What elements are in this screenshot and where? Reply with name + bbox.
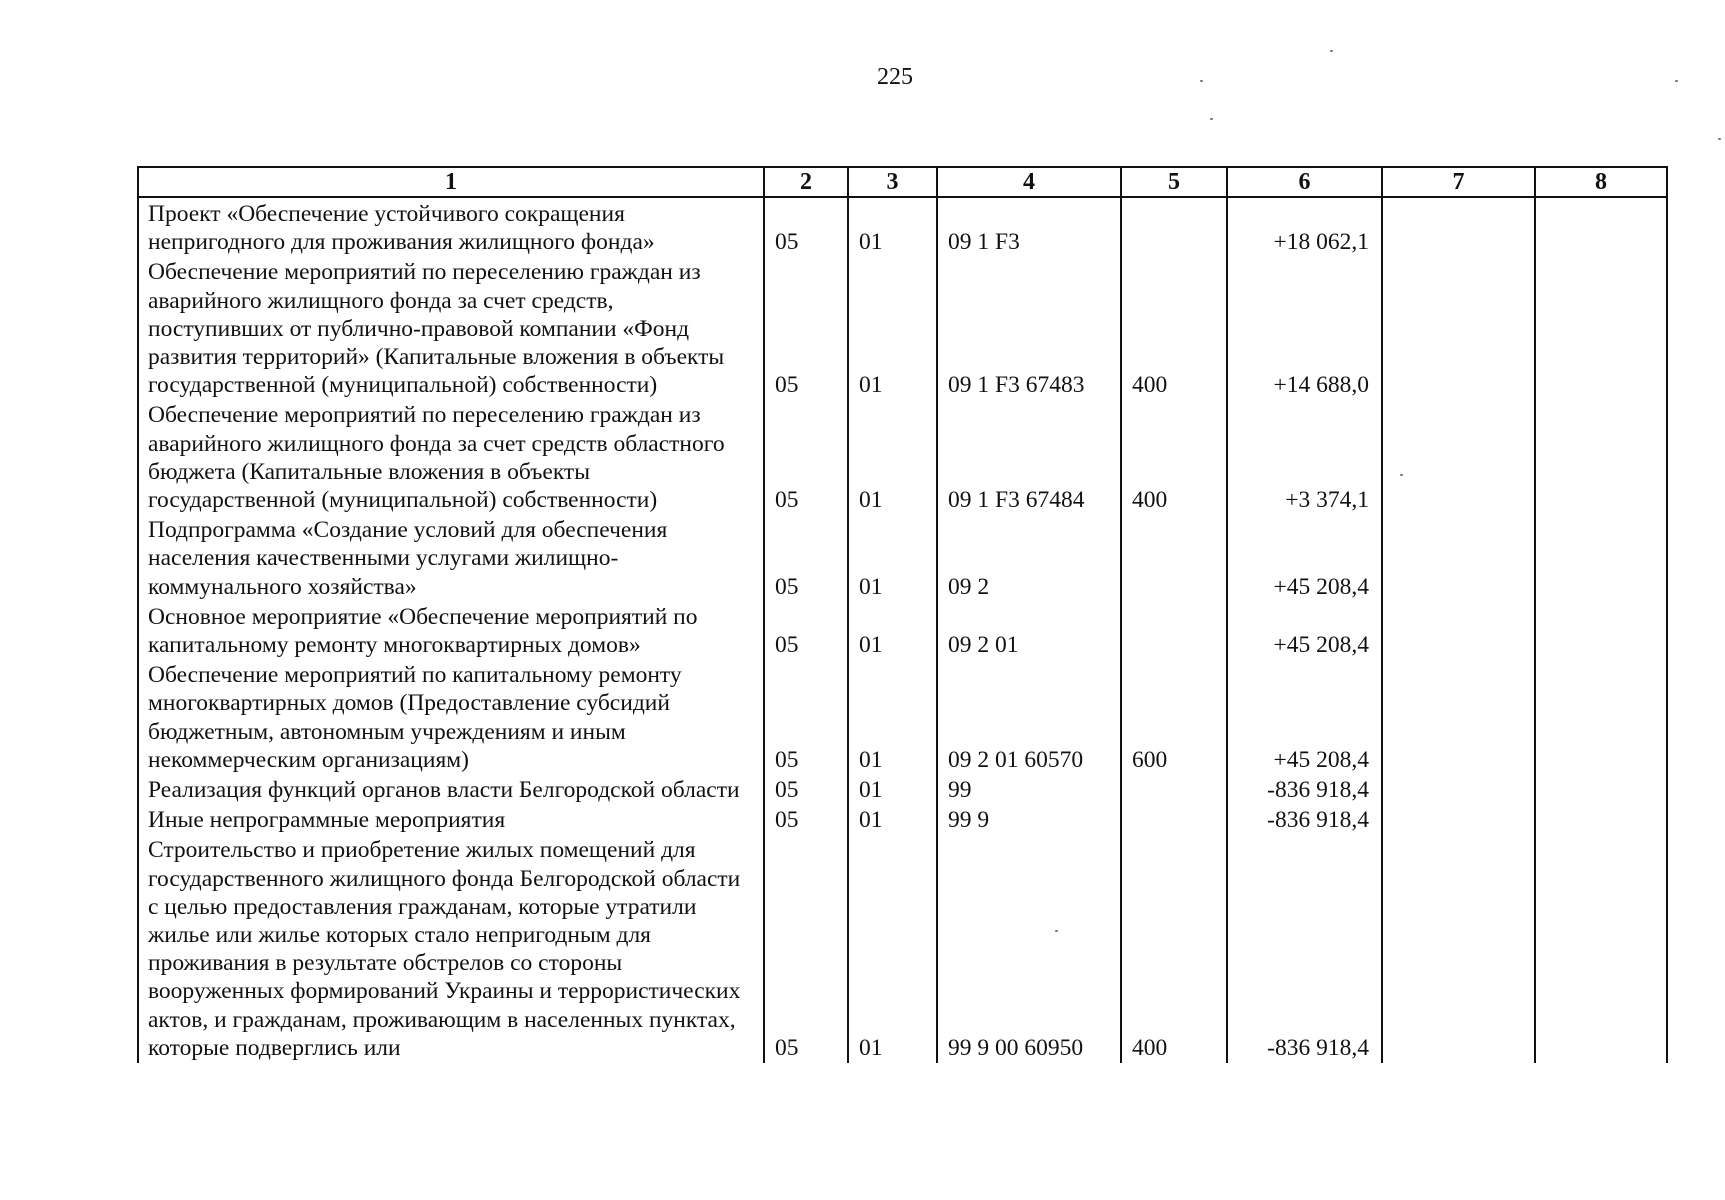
target-article-code: 09 1 F3 67483 [937,257,1121,400]
item-name: Обеспечение мероприятий по переселению граждан из аварийного жилищного фонда за счет средств областного бюджета (Капитальные вложения в объекты государственной (муниципальной) собственности) [138,400,764,515]
column-7-cell [1382,602,1535,660]
target-article-code: 09 1 F3 [937,197,1121,257]
column-header: 6 [1227,167,1382,197]
column-8-cell [1535,257,1667,400]
header-row [138,167,1667,197]
expense-type-code: 400 [1121,400,1227,515]
column-7-cell [1382,515,1535,602]
amount: -836 918,4 [1227,805,1382,835]
column-8-cell [1535,197,1667,257]
table-row [138,602,1667,660]
expense-type-code [1121,805,1227,835]
target-article-code: 99 [937,775,1121,805]
item-name: Реализация функций органов власти Белгородской области [138,775,764,805]
expense-type-code [1121,775,1227,805]
subsection-code: 01 [848,835,937,1063]
subsection-code: 01 [848,775,937,805]
expense-type-code [1121,602,1227,660]
item-name: Обеспечение мероприятий по капитальному ремонту многоквартирных домов (Предоставление субсидий бюджетным, автономным учреждениям и иным некоммерческим организациям) [138,660,764,775]
table-row [138,775,1667,805]
scan-speck [1675,80,1678,82]
item-name: Строительство и приобретение жилых помещений для государственного жилищного фонда Белгородской области с целью предоставления гражданам, которые утратили жилье или жилье которых стало непригодным для проживания в результате обстрелов со стороны вооруженных формирований Украины и террористических актов, и гражданам, проживающим в населенных пунктах, которые подверглись или [138,835,764,1063]
column-header: 5 [1121,167,1227,197]
amount: -836 918,4 [1227,775,1382,805]
amount: +3 374,1 [1227,400,1382,515]
section-code: 05 [764,197,848,257]
target-article-code: 09 1 F3 67484 [937,400,1121,515]
scan-speck [1330,50,1333,52]
column-header: 4 [937,167,1121,197]
column-8-cell [1535,775,1667,805]
section-code: 05 [764,660,848,775]
amount: +18 062,1 [1227,197,1382,257]
column-8-cell [1535,660,1667,775]
section-code: 05 [764,400,848,515]
scan-speck [1200,80,1203,82]
column-8-cell [1535,515,1667,602]
subsection-code: 01 [848,660,937,775]
expense-type-code [1121,515,1227,602]
scan-speck [1718,138,1721,140]
amount: +45 208,4 [1227,660,1382,775]
target-article-code: 09 2 [937,515,1121,602]
section-code: 05 [764,775,848,805]
table-row [138,400,1667,515]
amount: +45 208,4 [1227,515,1382,602]
amount: +14 688,0 [1227,257,1382,400]
column-8-cell [1535,400,1667,515]
item-name: Основное мероприятие «Обеспечение мероприятий по капитальному ремонту многоквартирных домов» [138,602,764,660]
section-code: 05 [764,835,848,1063]
item-name: Обеспечение мероприятий по переселению граждан из аварийного жилищного фонда за счет средств, поступивших от публично-правовой компании «Фонд развития территорий» (Капитальные вложения в объекты государственной (муниципальной) собственности) [138,257,764,400]
subsection-code: 01 [848,805,937,835]
column-7-cell [1382,835,1535,1063]
column-7-cell [1382,400,1535,515]
column-7-cell [1382,197,1535,257]
table-row [138,515,1667,602]
column-8-cell [1535,602,1667,660]
table-row [138,805,1667,835]
column-7-cell [1382,775,1535,805]
subsection-code: 01 [848,515,937,602]
section-code: 05 [764,805,848,835]
column-header: 8 [1535,167,1667,197]
item-name: Проект «Обеспечение устойчивого сокращения непригодного для проживания жилищного фонда» [138,197,764,257]
target-article-code: 99 9 [937,805,1121,835]
subsection-code: 01 [848,602,937,660]
column-header: 3 [848,167,937,197]
budget-table [137,166,1668,1063]
column-header: 2 [764,167,848,197]
amount: -836 918,4 [1227,835,1382,1063]
subsection-code: 01 [848,400,937,515]
column-8-cell [1535,805,1667,835]
amount: +45 208,4 [1227,602,1382,660]
column-7-cell [1382,805,1535,835]
section-code: 05 [764,515,848,602]
expense-type-code [1121,197,1227,257]
column-header: 1 [138,167,764,197]
column-header: 7 [1382,167,1535,197]
scan-speck [1210,118,1213,120]
expense-type-code: 400 [1121,257,1227,400]
table-row [138,257,1667,400]
column-7-cell [1382,257,1535,400]
item-name: Подпрограмма «Создание условий для обеспечения населения качественными услугами жилищно-коммунального хозяйства» [138,515,764,602]
section-code: 05 [764,602,848,660]
column-7-cell [1382,660,1535,775]
target-article-code: 99 9 00 60950 [937,835,1121,1063]
subsection-code: 01 [848,257,937,400]
table-row [138,660,1667,775]
column-8-cell [1535,835,1667,1063]
page-number: 225 [877,64,913,90]
target-article-code: 09 2 01 60570 [937,660,1121,775]
section-code: 05 [764,257,848,400]
table-row [138,835,1667,1063]
expense-type-code: 600 [1121,660,1227,775]
table-row [138,197,1667,257]
subsection-code: 01 [848,197,937,257]
item-name: Иные непрограммные мероприятия [138,805,764,835]
expense-type-code: 400 [1121,835,1227,1063]
target-article-code: 09 2 01 [937,602,1121,660]
